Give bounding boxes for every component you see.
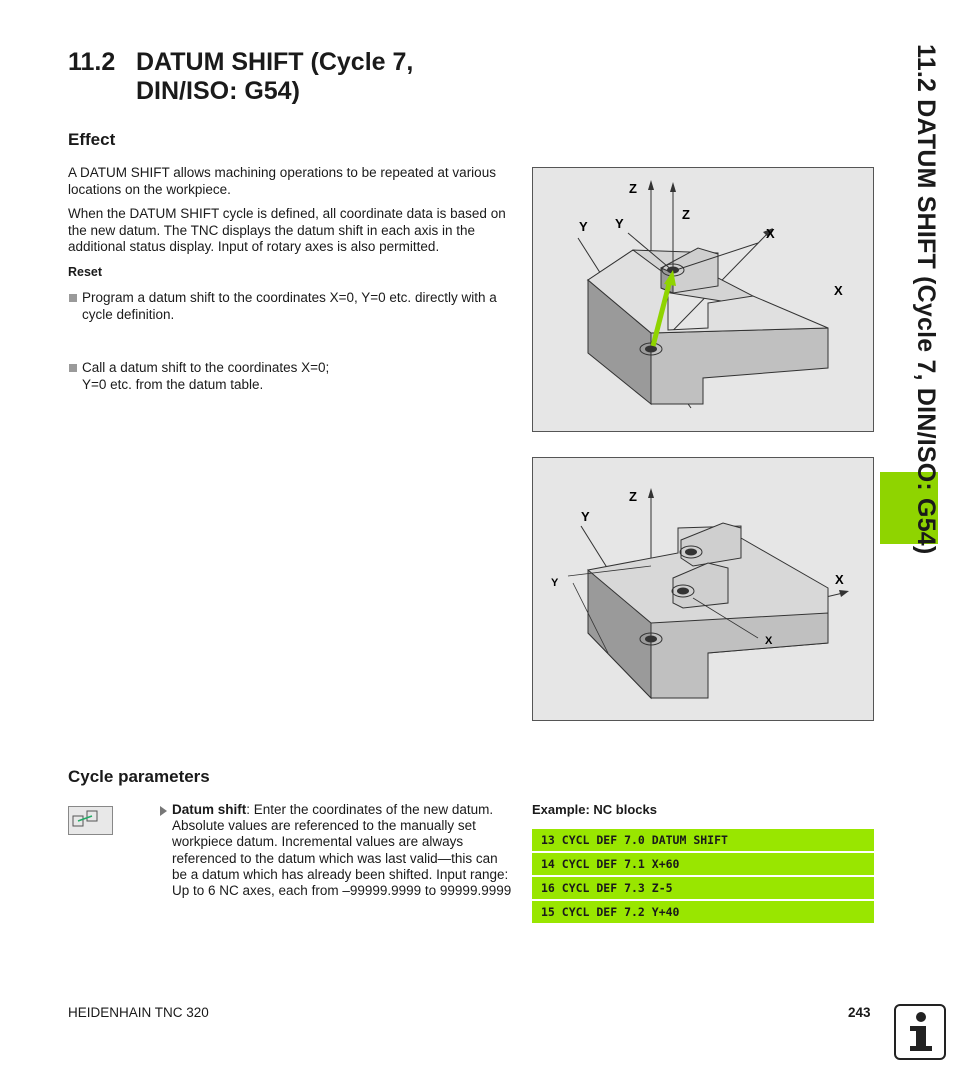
label-x-dim: X bbox=[765, 635, 773, 647]
reset-bullet-2: Call a datum shift to the coordinates X=0; Y=0 etc. from the datum table. bbox=[68, 360, 342, 393]
reset-heading: Reset bbox=[68, 265, 103, 279]
label-y-dim: Y bbox=[551, 577, 559, 589]
label-x2: X bbox=[834, 283, 843, 298]
nc-block-line: 13 CYCL DEF 7.0 DATUM SHIFT bbox=[532, 829, 874, 851]
section-number: 11.2 bbox=[68, 48, 116, 76]
effect-para-1: A DATUM SHIFT allows machining operations to be repeated at various locations on the workpiece. bbox=[68, 165, 496, 197]
figure-datum-shift-2 bbox=[532, 457, 874, 721]
footer-product: HEIDENHAIN TNC 320 bbox=[68, 1005, 209, 1020]
label-z: Z bbox=[629, 489, 637, 504]
page-number: 243 bbox=[848, 1005, 871, 1020]
label-y1: Y bbox=[579, 219, 588, 234]
side-tab-text: 11.2 DATUM SHIFT (Cycle 7, DIN/ISO: G54) bbox=[912, 44, 940, 555]
effect-para-2: When the DATUM SHIFT cycle is defined, all coordinate data is based on the new datum. The TNC displays the datum shift in each axis in the additional status display. Input of rotary axes is also permitted. bbox=[68, 206, 506, 254]
label-y: Y bbox=[581, 509, 590, 524]
figure-datum-shift-1 bbox=[532, 167, 874, 432]
label-y2: Y bbox=[615, 216, 624, 231]
param-name: Datum shift bbox=[172, 802, 247, 817]
label-z2: Z bbox=[682, 207, 690, 222]
page-title bbox=[68, 48, 413, 106]
example-heading: Example: NC blocks bbox=[532, 802, 657, 817]
side-tab bbox=[880, 36, 938, 826]
nc-block-line: 14 CYCL DEF 7.1 X+60 bbox=[532, 853, 874, 875]
datum-shift-param bbox=[160, 802, 512, 899]
softkey-datum-shift-icon[interactable] bbox=[68, 806, 113, 835]
param-arrow-icon bbox=[160, 806, 167, 816]
bullet-square-icon bbox=[69, 364, 77, 372]
title-line-1: DATUM SHIFT (Cycle 7, bbox=[136, 48, 414, 76]
nc-block-line: 16 CYCL DEF 7.3 Z-5 bbox=[532, 877, 874, 899]
workpiece-diagram-2 bbox=[533, 458, 873, 720]
workpiece-diagram-1 bbox=[533, 168, 873, 431]
label-x: X bbox=[835, 572, 844, 587]
title-line-2: DIN/ISO: G54) bbox=[136, 77, 300, 105]
label-z1: Z bbox=[629, 181, 637, 196]
reset-bullet-1: Program a datum shift to the coordinates X=0, Y=0 etc. directly with a cycle definition. bbox=[68, 290, 527, 323]
param-description: : Enter the coordinates of the new datum. Absolute values are referenced to the manually set workpiece datum. Incremental values are always referenced to the datum which was last valid—this can be a datum which has already been shifted. Input range: Up to 6 NC axes, each from –99999.9999 to 99999.9999 bbox=[172, 802, 512, 899]
info-icon bbox=[894, 1004, 946, 1060]
nc-block-line: 15 CYCL DEF 7.2 Y+40 bbox=[532, 901, 874, 923]
bullet-square-icon bbox=[69, 294, 77, 302]
cycle-params-heading: Cycle parameters bbox=[68, 767, 210, 786]
label-x1: X bbox=[766, 226, 775, 241]
effect-heading: Effect bbox=[68, 130, 116, 149]
